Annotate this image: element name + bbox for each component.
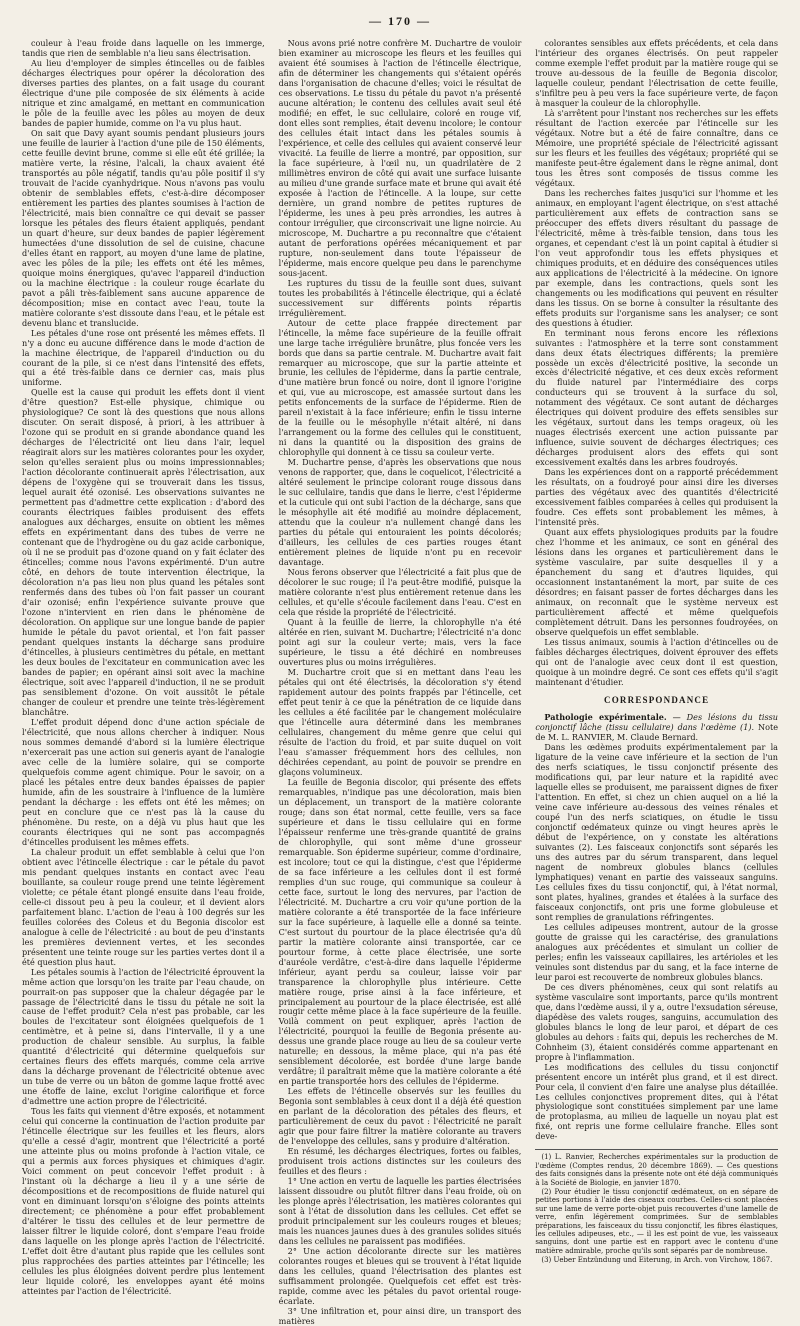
footnote: (1) L. Ranvier, Recherches expérimentales sur la production de l'œdème (Comptes rendus, 20 décembre 1869). — Ces questions des faits consignés dans la présente note ont été déjà communiqués à la Société de Biologie, en janvier 1870. [535,1153,779,1187]
paragraph: Les pétales soumis à l'action de l'électricité éprouvent la même action que lorsqu'on les traite par l'eau chaude, on pourrait-on pas supposer que la chaleur dégagée par le passage de l'électricité dans le tissu du pétale ne soit la cause de l'effet produit? Cela n'est pas probable, car les boules de l'excitateur sont éloignées quelquefois de 1 centimètre, et à peine si, dans l'intervalle, il y a une production de chaleur sensible. Au surplus, la faible quantité d'électricité qui détermine quelquefois sur certaines fleurs des effets marqués, comme cela arrive dans la décharge provenant de l'électricité obtenue avec un tube de verre ou un bâton de gomme laque frotté avec une étoffe de laine, exclut l'origine calorifique et force d'admettre une action propre de l'électricité. [22,966,265,1107]
paragraph: Quelle est la cause qui produit les effets dont il vient d'être question? Est-elle physique, chimique ou physiologique? Ce sont là des questions que nous allons discuter. On serait disposé, à priori, à les attribuer à l'ozone qui se produit en si grande abondance quand les décharges de l'électricité ont lieu dans l'air, lequel réagirait alors sur les matières colorantes pour les oxyder, selon qu'elles seraient plus ou moins impressionnables; l'action décolorante continuerait après l'électrisation, aux dépens de l'oxygène qui se trouverait dans les tissus, lequel aurait été ozonisé. Les observations suivantes ne permettent pas d'admettre cette explication : d'abord des courants électriques faibles produisent des effets analogues aux décharges, ensuite on obtient les mêmes effets en expérimentant dans des tubes de verre ne contenant que de l'hydrogène ou du gaz acide carbonique, où il ne se produit pas d'ozone quand on y fait éclater des étincelles; comme nous l'avons expérimenté. D'un autre côté, en dehors de toute intervention électrique, la décoloration n'a pas lieu non plus quand les pétales sont renfermés dans des tubes où l'on fait passer un courant d'air ozonisé; enfin l'expérience suivante prouve que l'ozone n'intervient en rien dans le phénomène de décoloration. On applique sur une longue bande de papier humide le pétale du pavot oriental, et l'on fait passer pendant quelques instants la décharge sans produire d'étincelles, à plusieurs centimètres du pétale, en mettant les deux boules de l'excitateur en communication avec les bandes de papier; en opérant ainsi soit avec la machine électrique, soit avec l'appareil d'induction, il ne se produit pas sensiblement d'ozone. On voit aussitôt le pétale changer de couleur et prendre une teinte très-légèrement blanchâtre. [22,387,265,717]
paragraph: Les pétales d'une rose ont présenté les mêmes effets. Il n'y a donc eu aucune différence dans le mode d'action de la machine électrique, de l'appareil d'induction ou du courant de la pile, si ce n'est dans l'intensité des effets, qui a été très-faible dans ce dernier cas, mais plus uniforme. [22,327,265,388]
paragraph: couleur à l'eau froide dans laquelle on les immerge, tandis que rien de semblable n'a lieu sans électrisation. [22,38,265,58]
paragraph: Les tissus animaux, soumis à l'action d'étincelles ou de faibles décharges électriques, doivent éprouver des effets qui ont de l'analogie avec ceux dont il est question, quoique à un moindre degré. Ce sont ces effets qu'il s'agit maintenant d'étudier. [535,637,779,687]
paragraph: Au lieu d'employer de simples étincelles ou de faibles décharges électriques pour opérer la décoloration des diverses parties des plantes, on a fait usage du courant électrique d'une pile composée de six éléments à acide nitrique et zinc amalgamé, en mettant en communication le pôle de la feuille avec les pôles au moyen de deux bandes de papier humide, comme on l'a vu plus haut. [22,57,265,128]
correspondence-author: Note de M. L. RANVIER, M. Claude Bernard. [535,722,779,743]
paragraph: 1° Une action en vertu de laquelle les parties électrisées laissent dissoudre ou plutôt filtrer dans l'eau froide, où on les plonge après l'électrisation, les matières colorantes qui sont à l'état de dissolution dans les cellules. Cet effet se produit principalement sur les couleurs rouges et bleues; mais les nuances jaunes dues à des granules solides situés dans les cellules ne paraissent pas modifiées. [278,1176,522,1247]
paragraph: M. Duchartre pense, d'après les observations que nous venons de rapporter, que, dans le coquelicot, l'électricité a altéré seulement le principe colorant rouge dissous dans le suc cellulaire, tandis que dans le lierre, c'est l'épiderme et la cuticule qui ont subi l'action de la décharge, sans que le mésophylle ait été modifié au moindre déplacement, attendu que la couleur n'a nullement changé dans les parties du pétale qui entouraient les points décolorés; d'ailleurs, les cellules de ces parties rouges étant entièrement pleines de liquide n'ont pu en recevoir davantage. [278,457,522,568]
page-number: — 170 — [369,14,431,28]
paragraph: Les effets de l'étincelle observés sur les feuilles du Begonia sont semblables à ceux dont il a déjà été question en parlant de la décoloration des pétales des fleurs, et particulièrement de ceux du pavot : l'électricité ne paraît agir que pour faire filtrer la matière colorante au travers de l'enveloppe des cellules, sans y produire d'altération. [278,1086,522,1147]
paragraph: De ces divers phénomènes, ceux qui sont relatifs au système vasculaire sont importants, parce qu'ils montrent que, dans l'œdème aussi, il y a, outre l'exsudation séreuse, diapédèse des valets rouges, sanguins, accumulation des globules blancs le long de leur paroi, et départ de ces globules au dehors : faits qui, depuis les recherches de M. Cohnheim (3), étaient considérés comme appartenant en propre à l'inflammation. [535,981,779,1062]
text-columns [22,38,779,1326]
paragraph: Nous ferons observer que l'électricité a fait plus que de décolorer le suc rouge; il l'a peut-être modifié, puisque la matière colorante n'est plus entièrement retenue dans les cellules, et qu'elle s'écoule facilement dans l'eau. C'est en cela que réside la propriété de l'électricité. [278,567,522,618]
paragraph: 3° Une infiltration et, pour ainsi dire, un transport des matières [278,1306,522,1326]
paragraph: L'effet produit dépend donc d'une action spéciale de l'électricité, que nous allons chercher à indiquer. Nous nous sommes demandé d'abord si la lumière électrique n'exercerait pas une action sui generis ayant de l'analogie avec celle de la lumière solaire, qui se comporte quelquefois comme agent chimique. Pour le savoir, on a placé les pétales entre deux bandes épaisses de papier humide, afin de les soustraire à l'influence de la lumière pendant la décharge : les effets ont été les mêmes; on peut en conclure que ce n'est pas là la cause du phénomène. Du reste, on a déjà vu plus haut que les courants électriques qui ne sont pas accompagnés d'étincelles produisent les mêmes effets. [22,716,265,847]
paragraph: Les cellules adipeuses montrent, autour de la grosse goutte de graisse qui les caractérise, des granulations analogues aux précédentes et simulant un collier de perles; enfin les vaisseaux capillaires, les artérioles et les veinules sont distendus par du sang, et la face interne de leur paroi est recouverte de nombreux globules blancs. [535,921,779,982]
paragraph: La chaleur produit un effet semblable à celui que l'on obtient avec l'étincelle électrique : car le pétale du pavot mis pendant quelques instants en contact avec l'eau bouillante, sa couleur rouge prend une teinte légèrement violette; ce pétale étant plongé ensuite dans l'eau froide, celle-ci dissout peu à peu la couleur, et il devient alors parfaitement blanc. L'action de l'eau à 100 degrés sur les feuilles colorées des Coleus et du Begonia discolor est analogue à celle de l'électricité : au bout de peu d'instants les premières deviennent vertes, et les secondes présentent une teinte rouge sur les parties vertes dont il a été question plus haut. [22,846,265,967]
paragraph: Les ruptures du tissu de la feuille sont dues, suivant toutes les probabilités à l'étincelle électrique, qui a éclaté successivement sur différents points répartis irrégulièrement. [278,277,522,318]
column-3 [535,38,779,1265]
paragraph: Là s'arrêtent pour l'instant nos recherches sur les effets résultant de l'action exercée par l'étincelle sur les végétaux. Notre but a été de faire connaître, dans ce Mémoire, une propriété spéciale de l'électricité agissant sur les fleurs et les feuilles des végétaux; propriété qui se manifeste peut-être également dans le règne animal, dont tous les êtres sont composés de tissus comme les végétaux. [535,107,779,188]
paragraph: M. Duchartre croit que si en mettant dans l'eau les pétales qui ont été électrisés, la décoloration s'y étend rapidement autour des points frappés par l'étincelle, cet effet peut tenir à ce que la pénétration de ce liquide dans les cellules a été facilitée par le changement moléculaire que l'étincelle aura déterminé dans les membranes cellulaires, changement du même genre que celui qui résulte de l'action du froid, et par suite duquel on voit l'eau s'amasser fréquemment hors des cellules, non déchirées cependant, au point de pouvoir se prendre en glaçons volumineux. [278,667,522,777]
paragraph: Les modifications des cellules du tissu conjonctif présentent encore un intérêt plus grand, et il est direct. Pour cela, il convient d'en faire une analyse plus détaillée. Les cellules conjonctives proprement dites, qui à l'état physiologique sont constituées simplement par une lame de protoplasma, au milieu de laquelle un noyau plat est fixé, ont repris une forme cellulaire franche. Elles sont deve- [535,1061,779,1142]
footnotes [535,1149,778,1264]
paragraph: colorantes sensibles aux effets précédents, et cela dans l'intérieur des organes électrisés. On peut rappeler comme exemple l'effet produit par la matière rouge qui se trouve au-dessous de la feuille de Begonia discolor, laquelle couleur, pendant l'électrisation de cette feuille, s'infiltre peu à peu vers la face supérieure verte, de façon à masquer la couleur de la chlorophylle. [535,38,779,108]
section-title: CORRESPONDANCE [604,694,710,705]
paragraph: La feuille de Begonia discolor, qui présente des effets remarquables, n'indique pas une décoloration, mais bien un déplacement, un transport de la matière colorante rouge; dans son état normal, cette feuille, vers sa face supérieure et dans le tissu cellulaire qui en forme l'épaisseur renferme une très-grande quantité de grains de chlorophylle, qui sont même d'une grosseur remarquable. Son épiderme supérieur, comme d'ordinaire, est incolore; tout ce qui la distingue, c'est que l'épiderme de sa face inférieure a les cellules dont il est formé remplies d'un suc rouge, qui communique sa couleur à cette face, surtout le long des nervures, par l'action de l'électricité. M. Duchartre a cru voir qu'une portion de la matière colorante a été transportée de la face inférieure sur la face supérieure, à laquelle elle a donné sa teinte. C'est surtout du pourtour de la place électrisée qu'a dû partir la matière colorante ainsi transportée, car ce pourtour forme, à cette place électrisée, une sorte d'auréole verdâtre, c'est-à-dire dans laquelle l'épiderme inférieur, ayant perdu sa couleur, laisse voir par transparence la chlorophylle plus intérieure. Cette matière rouge, prise ainsi à la face inférieure, et principalement au pourtour de la place électrisée, est allé rougir cette même place à la face supérieure de la feuille. Voilà comment on peut expliquer, après l'action de l'électricité, pourquoi la feuille de Begonia présente au-dessus une grande place rouge au lieu de sa couleur verte naturelle; en dessous, la même place, qui n'a pas été sensiblement décolorée, est bordée d'une large bande verdâtre; il paraîtrait même que la matière colorante a été en partie transportée hors des cellules de l'épiderme. [278,776,522,1087]
paragraph: 2° Une action décolorante directe sur les matières colorantes rouges et bleues qui se trouvent à l'état liquide dans les cellules, quand l'électrisation des plantes est suffisamment prolongée. Quelquefois cet effet est très-rapide, comme avec les pétales du pavot oriental rouge-écarlate. [278,1246,522,1307]
paragraph: On sait que Davy ayant soumis pendant plusieurs jours une feuille de laurier à l'action d'une pile de 150 éléments, cette feuille devint brune, comme si elle eût été grillée; la matière verte, la résine, l'alcali, la chaux avaient été transportés au pôle négatif, tandis qu'au pôle positif il s'y trouvait de l'acide cyanhydrique. Nous n'avons pas voulu obtenir de semblables effets, c'est-à-dire décomposer entièrement les parties des plantes soumises à l'action de l'électricité, mais bien connaître ce qui devait se passer lorsque les pétales des fleurs étaient appliqués, pendant un quart d'heure, sur deux bandes de papier légèrement humectées d'une dissolution de sel de cuisine, chacune d'elles étant en rapport, au moyen d'une lame de platine, avec les pôles de la pile; les effets ont été les mêmes, quoique moins énergiques, qu'avec l'appareil d'induction ou la machine électrique : la couleur rouge écarlate du pavot a pâli très-faiblement sans aucune apparence de décomposition; mise en contact avec l'eau, toute la matière colorante s'est dissoute dans l'eau, et le pétale est devenu blanc et translucide. [22,127,265,328]
paragraph: Dans les œdèmes produits expérimentalement par la ligature de la veine cave inférieure et la section de l'un des nerfs sciatiques, le tissu conjonctif présente des modifications qui, par leur nature et la rapidité avec laquelle elles se produisent, me paraissent dignes de fixer l'attention. En effet, si chez un chien auquel on a lié la veine cave inférieure au-dessous des veines rénales et coupé l'un des nerfs sciatiques, on étudie le tissu conjonctif œdémateux quinze ou vingt heures après le début de l'expérience, on y constate les altérations suivantes (2). Les faisceaux conjonctifs sont séparés les uns des autres par du sérum transparent, dans lequel nagent de nombreux globules blancs (cellules lymphatiques) venant en partie des vaisseaux sanguins. Les cellules fixes du tissu conjonctif, qui, à l'état normal, sont plates, hyalines, grandes et étalées à la surface des faisceaux conjonctifs, ont pris une forme globuleuse et sont remplies de granulations réfringentes. [535,742,779,922]
paragraph: En terminant nous ferons encore les réflexions suivantes : l'atmosphère et la terre sont constamment dans deux états électriques différents; la première possède un excès d'électricité positive, la seconde un excès d'électricité négative, et ces deux excès reforment du fluide naturel par l'intermédiaire des corps conducteurs qui se trouvent à la surface du sol, notamment des végétaux. Ce sont autant de décharges électriques qui doivent produire des effets sensibles sur les végétaux, surtout dans les temps orageux, où les nuages électrisés exercent une action puissante par influence, suivie souvent de décharges électriques; ces décharges produisent alors des effets qui sont excessivement exaltés dans les arbres foudroyés. [535,327,779,468]
correspondence-title: — Des lésions du tissu conjonctif lâche (tissu cellulaire) dans l'œdème (1). [535,712,778,733]
paragraph: En résumé, les décharges électriques, fortes ou faibles, produisent trois actions distinctes sur les couleurs des feuilles et des fleurs : [278,1146,522,1177]
paragraph: Dans les expériences dont on a rapporté précédemment les résultats, on a foudroyé pour ainsi dire les diverses parties des végétaux avec des quantités d'électricité excessivement faibles comparées à celles qui produisent la foudre. Ces effets sont probablement les mêmes, à l'intensité près. [535,467,779,528]
correspondence-lead: Pathologie expérimentale. [544,712,667,723]
correspondence-heading [535,712,778,742]
column-1 [22,38,265,1297]
column-2 [278,38,522,1326]
paragraph: Nous avons prié notre confrère M. Duchartre de vouloir bien examiner au microscope les fleurs et les feuilles qui avaient été soumises à l'action de l'étincelle électrique, afin de déterminer les changements qui s'étaient opérés dans l'organisation de chacune d'elles; voici le résultat de ces observations. Le tissu du pétale du pavot n'a présenté aucune altération; le contenu des cellules avait seul été modifié; en effet, le suc cellulaire, coloré en rouge vif, dont elles sont remplies, était devenu incolore; le contour des cellules était intact dans les pétales soumis à l'expérience, et celle des cellules qui avaient conservé leur vivacité. La feuille de lierre a montré, par opposition, sur la face supérieure, à l'œil nu, un quadrilatère de 2 millimètres environ de côté qui avait une surface luisante au milieu d'une grande surface mate et brune qui avait été exposée à l'action de l'étincelle. A la loupe, sur cette dernière, un grand nombre de petites ruptures de l'épiderme, les unes à peu près arrondies, les autres à contour irrégulier, que circonscrivait une ligne noircie. Au microscope, M. Duchartre a pu reconnaître que c'étaient autant de perforations opérées mécaniquement et par rupture, non-seulement dans toute l'épaisseur de l'épiderme, mais encore quelque peu dans le parenchyme sous-jacent. [278,38,522,278]
footnote: (2) Pour étudier le tissu conjonctif œdémateux, on en sépare de petites portions à l'aide des ciseaux courbes. Celles-ci sont placées sur une lame de verre porte-objet puis recouvertes d'une lamelle de verre, enfin légèrement comprimées. Sur de semblables préparations, les faisceaux du tissu conjonctif, les fibres élastiques, les cellules adipeuses, etc., — il les est point de vue, les vaisseaux sanguins, dont une partie est en rapport avec le contenu d'une matière admirable, proche qu'ils sont séparés par de nombreuse. [535,1187,779,1255]
paragraph: Tous les faits qui viennent d'être exposés, et notamment celui qui concerne la continuation de l'action produite par l'étincelle électrique sur les feuilles et les fleurs, alors qu'elle a cessé d'agir, montrent que l'électricité a porté une atteinte plus ou moins profonde à l'action vitale, ce qui a permis aux forces physiques et chimiques d'agir. Voici comment on peut concevoir l'effet produit : à l'instant où la décharge a lieu il y a une série de décompositions et de recompositions de fluide naturel qui vont en diminuant lorsqu'on s'éloigne des points atteints directement; ce phénomène a pour effet probablement d'altérer le tissu des cellules et de leur permettre de laisser filtrer le liquide coloré, dont s'empare l'eau froide dans laquelle on les plonge après l'action de l'électricité. L'effet doit être d'autant plus rapide que les cellules sont plus rapprochées des parties atteintes par l'étincelle; les cellules les plus éloignées doivent perdre plus lentement leur liquide coloré, les enveloppes ayant été moins atteintes par l'action de l'électricité. [22,1106,265,1297]
paragraph: Quant aux effets physiologiques produits par la foudre chez l'homme et les animaux, ce sont en général des lésions dans les organes et particulièrement dans le système vasculaire, par suite desquelles il y a épanchement du sang et d'autres liquides, qui occasionnent instantanément la mort, par suite de ces désordres; en faisant passer de fortes décharges dans les animaux, on reconnaît que le système nerveux est particulièrement affecté et même quelquefois complètement détruit. Dans les personnes foudroyées, on observe quelquefois un effet semblable. [535,527,779,638]
footnote: (3) Ueber Entzündung und Eiterung, in Arch. von Virchow, 1867. [541,1256,773,1265]
paragraph: Quant à la feuille de lierre, la chlorophylle n'a été altérée en rien, suivant M. Duchartre; l'électricité n'a donc point agi sur la couleur verte; mais, vers la face supérieure, le tissu a été déchiré en nombreuses ouvertures plus ou moins irrégulières. [278,617,522,668]
paragraph: Autour de cette place frappée directement par l'étincelle, la même face supérieure de la feuille offrait une large tache irrégulière brunâtre, plus foncée vers les bords que dans sa partie centrale. M. Duchartre avait fait remarquer au microscope, que sur la partie atteinte et brunie, les cellules de l'épiderme, dans la partie centrale, d'une matière brun foncé ou noire, dont il ignore l'origine et qui, vue au microscope, est amassée surtout dans les petits enfoncements de la surface de l'épiderme. Rien de pareil n'existait à la face inférieure; enfin le tissu interne de la feuille ou le mésophylle n'était altéré, ni dans l'arrangement ou la forme des cellules qui le constituent, ni dans la quantité ou la disposition des grains de chlorophylle qui donnent à ce tissu sa couleur verte. [278,317,522,458]
paragraph: Dans les recherches faites jusqu'ici sur l'homme et les animaux, en employant l'agent électrique, on s'est attaché particulièrement aux effets de contraction sans se préoccuper des effets divers résultant du passage de l'électricité, même à très-faible tension, dans tous les organes, et cependant c'est là un point capital à étudier si l'on veut approfondir tous les effets physiques et chimiques produits, et en déduire des conséquences utiles aux applications de l'électricité à la médecine. On ignore par exemple, dans les contractions, quels sont les changements ou les modifications qui peuvent en résulter dans les tissus. On se borne à consulter la résultante des effets produits sur l'organisme sans les analyser; ce sont des questions à étudier. [535,187,779,328]
